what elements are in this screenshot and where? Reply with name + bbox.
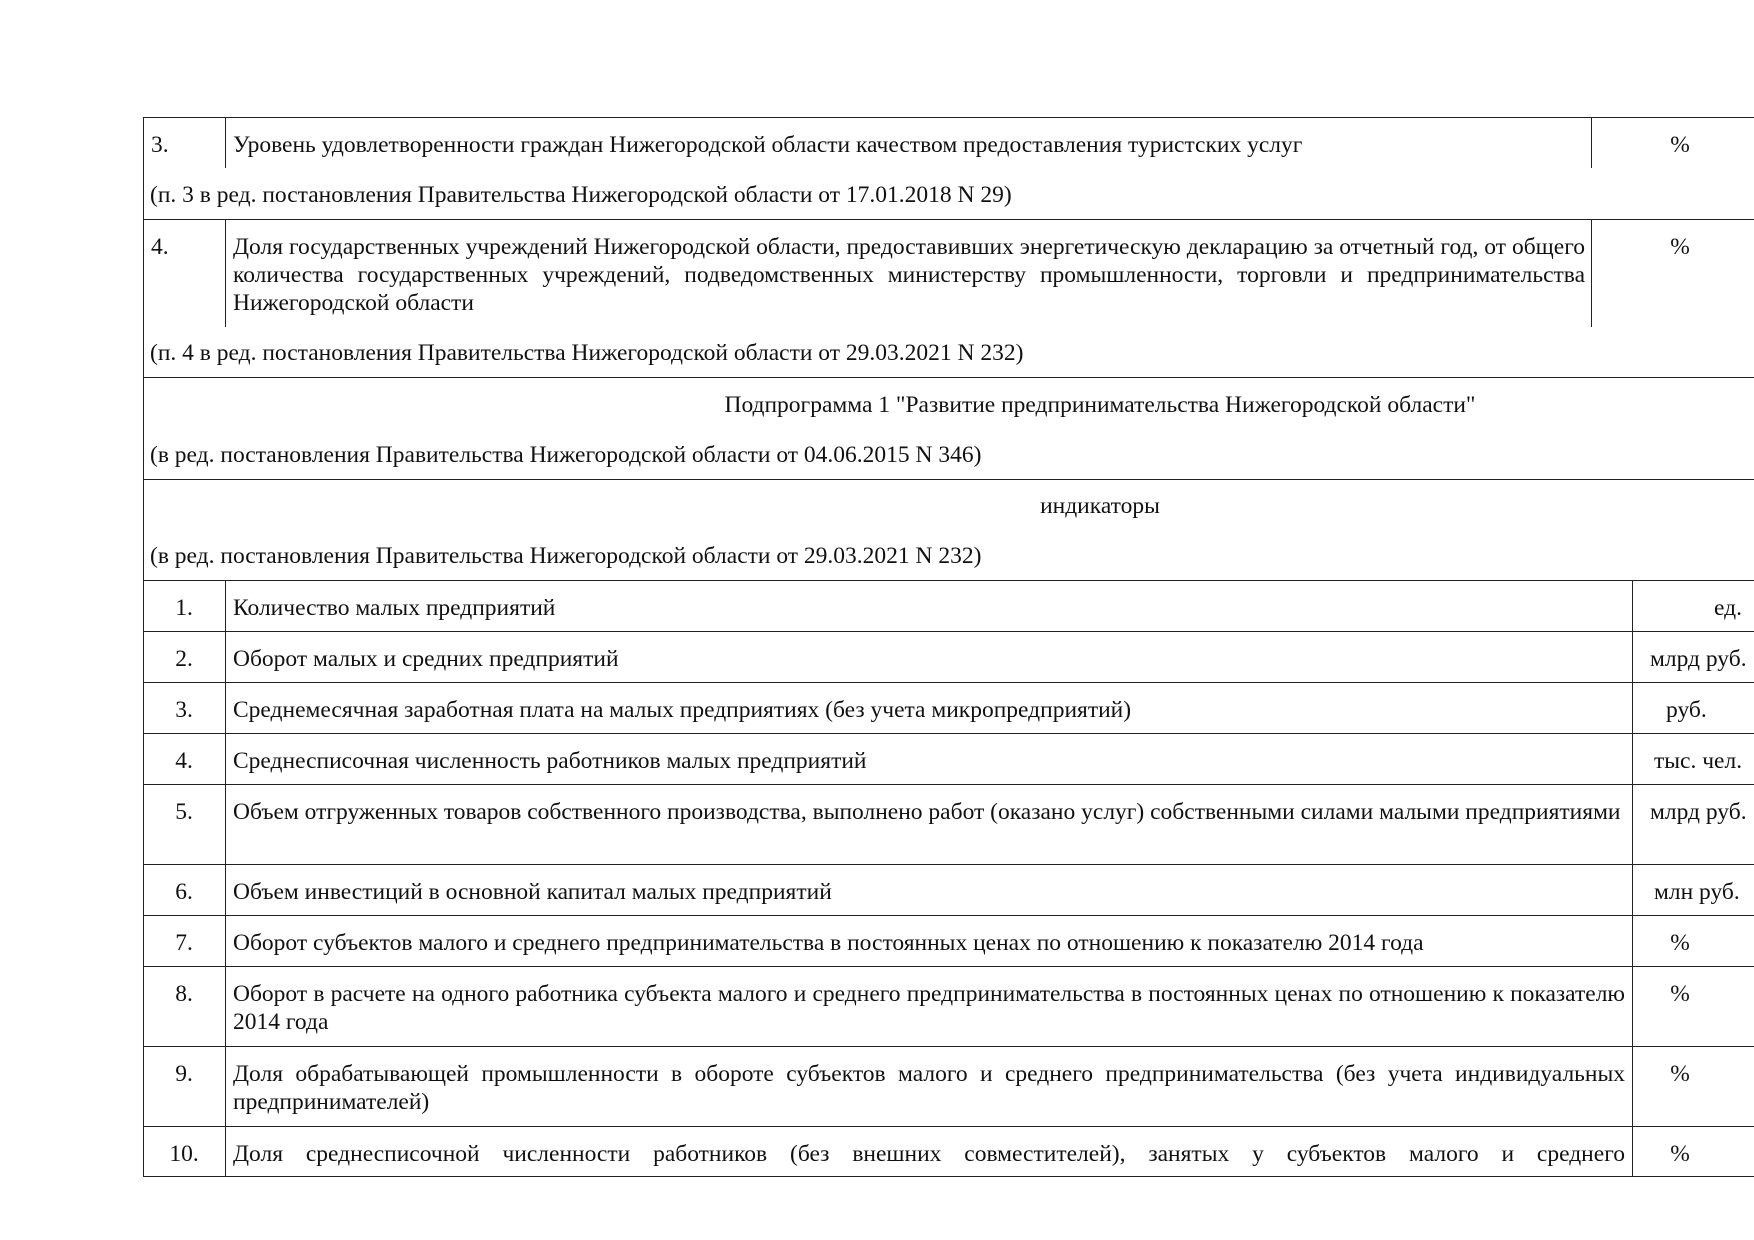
edit-note: (п. 4 в ред. постановления Правительства Нижегородской области от 29.03.2021 N 232) bbox=[150, 340, 1024, 366]
indicator-text: Среднемесячная заработная плата на малых предприятиях (без учета микропредприятий) bbox=[233, 697, 1132, 723]
unit-cell: % bbox=[1670, 930, 1690, 956]
row-number: 10. bbox=[169, 1141, 199, 1167]
indicators-title: индикаторы bbox=[1040, 493, 1160, 519]
unit-cell: % bbox=[1670, 132, 1690, 158]
row-number: 8. bbox=[175, 981, 193, 1007]
row-number: 6. bbox=[175, 879, 193, 905]
unit-cell: % bbox=[1670, 1141, 1690, 1167]
indicator-text: Доля среднесписочной численности работников (без внешних совместителей), занятых у субъектов малого и среднего bbox=[233, 1141, 1625, 1167]
unit-cell: млрд руб. bbox=[1650, 799, 1747, 825]
row-number: 4. bbox=[175, 748, 193, 774]
indicator-text: Оборот в расчете на одного работника субъекта малого и среднего предпринимательства в постоянных ценах по отношению к показателю 2014 года bbox=[233, 981, 1625, 1035]
row-number: 4. bbox=[151, 234, 169, 260]
row-number: 3. bbox=[151, 132, 169, 158]
row-number: 5. bbox=[175, 799, 193, 825]
indicator-text: Объем отгруженных товаров собственного производства, выполнено работ (оказано услуг) собственными силами малыми предприятиями bbox=[233, 799, 1621, 825]
unit-cell: млн руб. bbox=[1654, 879, 1740, 905]
indicators-note: (в ред. постановления Правительства Нижегородской области от 29.03.2021 N 232) bbox=[150, 543, 982, 569]
edit-note: (п. 3 в ред. постановления Правительства Нижегородской области от 17.01.2018 N 29) bbox=[150, 182, 1012, 208]
row-number: 7. bbox=[175, 930, 193, 956]
unit-cell: ед. bbox=[1714, 595, 1742, 621]
indicator-text: Уровень удовлетворенности граждан Нижегородской области качеством предоставления туристских услуг bbox=[233, 132, 1303, 158]
unit-cell: % bbox=[1670, 981, 1690, 1007]
indicator-text: Оборот малых и средних предприятий bbox=[233, 646, 619, 672]
indicator-text: Количество малых предприятий bbox=[233, 595, 556, 621]
row-number: 2. bbox=[175, 646, 193, 672]
unit-cell: млрд руб. bbox=[1650, 646, 1747, 672]
indicator-text: Доля обрабатывающей промышленности в обороте субъектов малого и среднего предпринимательства (без учета индивидуальных предпринимателей) bbox=[233, 1061, 1625, 1115]
subprogram-title: Подпрограмма 1 "Развитие предпринимательства Нижегородской области" bbox=[724, 392, 1476, 418]
row-number: 9. bbox=[175, 1061, 193, 1087]
indicator-text: Объем инвестиций в основной капитал малых предприятий bbox=[233, 879, 832, 905]
row-number: 1. bbox=[175, 595, 193, 621]
unit-cell: тыс. чел. bbox=[1654, 748, 1743, 774]
unit-cell: % bbox=[1670, 234, 1690, 260]
indicator-text: Среднесписочная численность работников малых предприятий bbox=[233, 748, 867, 774]
indicator-text: Оборот субъектов малого и среднего предпринимательства в постоянных ценах по отношению к показателю 2014 года bbox=[233, 930, 1424, 956]
row-number: 3. bbox=[175, 697, 193, 723]
unit-cell: % bbox=[1670, 1061, 1690, 1087]
indicator-text: Доля государственных учреждений Нижегородской области, предоставивших энергетическую декларацию за отчетный год, от общего количества государственных учреждений, подведомственных министерству промышленности, торговли и предпринимательства Нижегородской области bbox=[233, 234, 1585, 316]
unit-cell: руб. bbox=[1666, 697, 1707, 723]
subprogram-note: (в ред. постановления Правительства Нижегородской области от 04.06.2015 N 346) bbox=[150, 442, 982, 468]
